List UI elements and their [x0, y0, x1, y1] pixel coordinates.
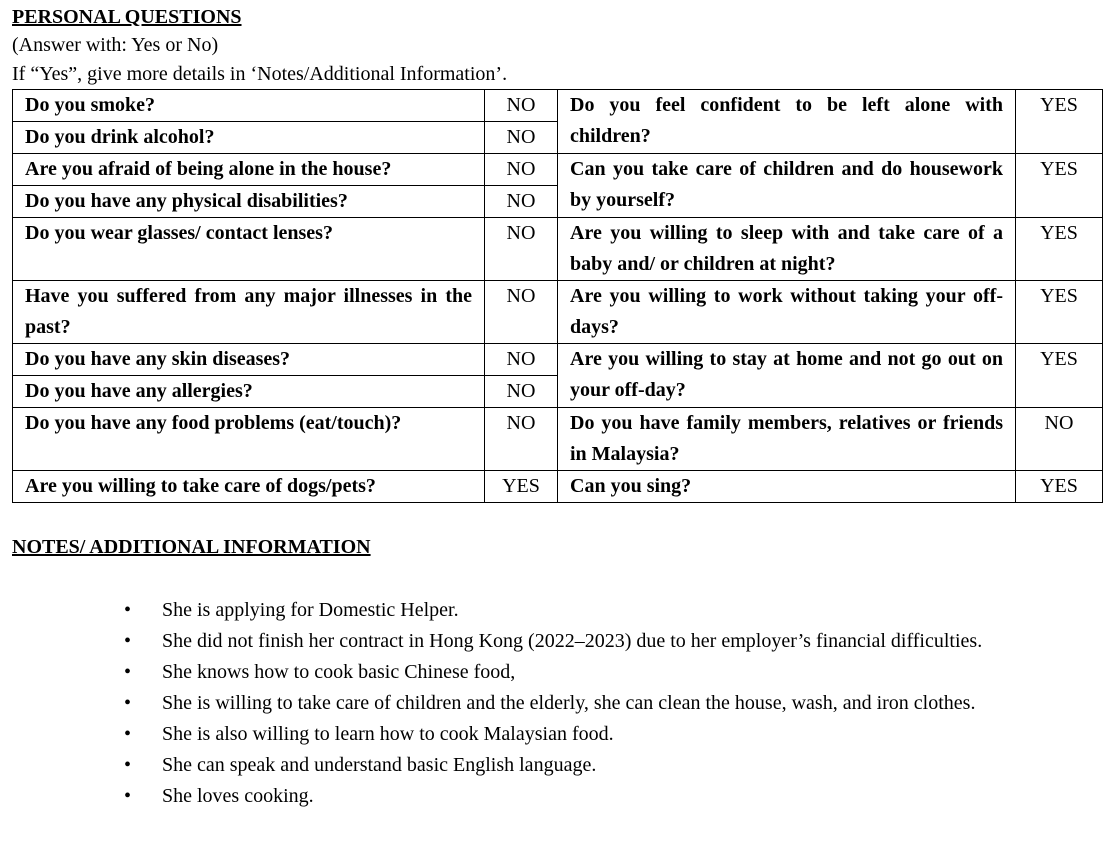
list-item [124, 595, 1102, 626]
personal-questions-title: PERSONAL QUESTIONS [12, 6, 242, 28]
question-cell: Do you drink alcohol? [13, 122, 485, 154]
question-cell: Do you have any skin diseases? [13, 344, 485, 376]
answer-cell: NO [485, 122, 558, 154]
list-item [124, 750, 1102, 781]
note-text: She is willing to take care of children and the elderly, she can clean the house, wash, and iron clothes. [162, 692, 976, 714]
table-row [13, 344, 1103, 376]
answer-cell: NO [485, 186, 558, 218]
question-cell: Do you feel confident to be left alone with children? [558, 90, 1016, 154]
bullet-icon: • [124, 661, 132, 683]
bullet-icon: • [124, 630, 132, 652]
table-row [13, 90, 1103, 122]
answer-cell: NO [485, 154, 558, 186]
note-text: She is applying for Domestic Helper. [162, 599, 459, 621]
details-instruction: If “Yes”, give more details in ‘Notes/Additional Information’. [12, 63, 508, 85]
question-cell: Are you willing to stay at home and not go out on your off-day? [558, 344, 1016, 408]
note-text: She did not finish her contract in Hong Kong (2022–2023) due to her employer’s financial difficulties. [162, 630, 983, 652]
table-row [13, 154, 1103, 186]
notes-title: NOTES/ ADDITIONAL INFORMATION [12, 536, 371, 558]
answer-cell: YES [1016, 90, 1103, 154]
question-cell: Are you willing to work without taking your off-days? [558, 281, 1016, 344]
question-cell: Do you smoke? [13, 90, 485, 122]
table-row [13, 471, 1103, 503]
answer-cell: YES [1016, 281, 1103, 344]
question-cell: Are you willing to take care of dogs/pets? [13, 471, 485, 503]
question-cell: Can you sing? [558, 471, 1016, 503]
answer-cell: YES [1016, 154, 1103, 218]
note-text: She loves cooking. [162, 785, 314, 807]
bullet-icon: • [124, 754, 132, 776]
answer-cell: NO [1016, 408, 1103, 471]
bullet-icon: • [124, 723, 132, 745]
table-row [13, 218, 1103, 281]
table-row [13, 281, 1103, 344]
question-cell: Do you have family members, relatives or friends in Malaysia? [558, 408, 1016, 471]
answer-cell: NO [485, 344, 558, 376]
note-text: She is also willing to learn how to cook Malaysian food. [162, 723, 614, 745]
question-cell: Have you suffered from any major illnesses in the past? [13, 281, 485, 344]
answer-cell: NO [485, 408, 558, 471]
answer-cell: YES [1016, 344, 1103, 408]
notes-list [12, 595, 1102, 812]
list-item [124, 657, 1102, 688]
question-cell: Do you wear glasses/ contact lenses? [13, 218, 485, 281]
question-cell: Are you afraid of being alone in the house? [13, 154, 485, 186]
list-item [124, 781, 1102, 812]
question-cell: Do you have any physical disabilities? [13, 186, 485, 218]
list-item [124, 719, 1102, 750]
answer-cell: YES [1016, 218, 1103, 281]
question-cell: Do you have any allergies? [13, 376, 485, 408]
question-cell: Are you willing to sleep with and take care of a baby and/ or children at night? [558, 218, 1016, 281]
bullet-icon: • [124, 785, 132, 807]
table-row [13, 408, 1103, 471]
bullet-icon: • [124, 599, 132, 621]
note-text: She can speak and understand basic English language. [162, 754, 597, 776]
answer-cell: YES [1016, 471, 1103, 503]
note-text: She knows how to cook basic Chinese food, [162, 661, 516, 683]
answer-cell: YES [485, 471, 558, 503]
list-item [124, 688, 1102, 719]
answer-instruction: (Answer with: Yes or No) [12, 34, 219, 56]
answer-cell: NO [485, 281, 558, 344]
list-item [124, 626, 1102, 657]
answer-cell: NO [485, 218, 558, 281]
question-cell: Do you have any food problems (eat/touch)? [13, 408, 485, 471]
personal-questions-table [12, 89, 1103, 503]
bullet-icon: • [124, 692, 132, 714]
answer-cell: NO [485, 376, 558, 408]
question-cell: Can you take care of children and do housework by yourself? [558, 154, 1016, 218]
answer-cell: NO [485, 90, 558, 122]
document-page [12, 4, 1102, 812]
